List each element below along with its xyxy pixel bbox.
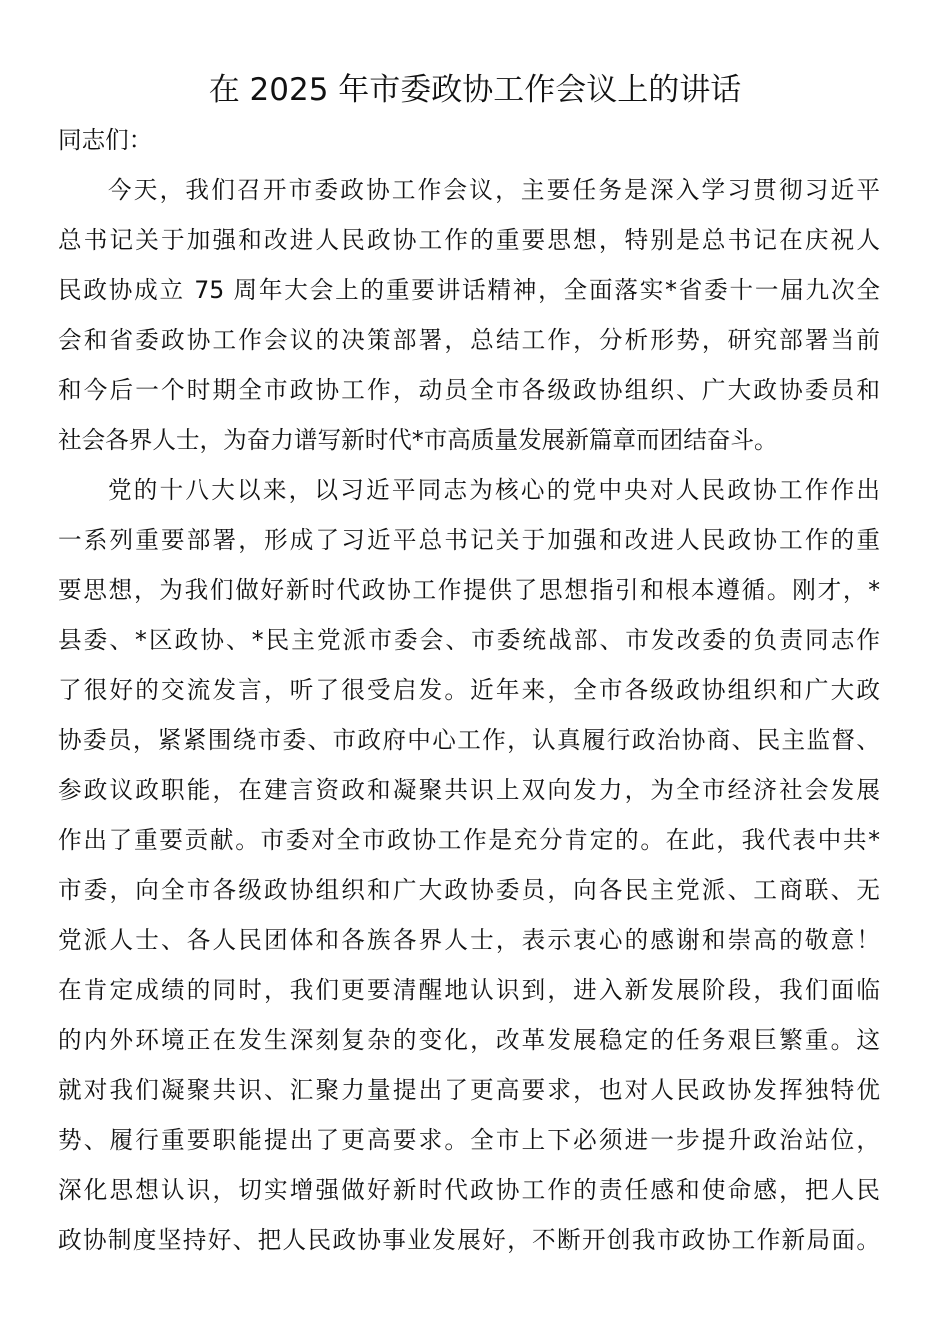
paragraph-line: 一系列重要部署，形成了习近平总书记关于加强和改进人民政协工作的重	[58, 526, 880, 554]
paragraph-line: 今天，我们召开市委政协工作会议，主要任务是深入学习贯彻习近平	[108, 176, 880, 204]
paragraph-line: 势、履行重要职能提出了更高要求。全市上下必须进一步提升政治站位，	[58, 1126, 880, 1154]
paragraph-line: 会和省委政协工作会议的决策部署，总结工作，分析形势，研究部署当前	[58, 326, 880, 354]
paragraph-line: 党派人士、各人民团体和各族各界人士，表示衷心的感谢和崇高的敬意！	[58, 926, 880, 954]
paragraph-line: 和今后一个时期全市政协工作，动员全市各级政协组织、广大政协委员和	[58, 376, 880, 404]
paragraph-line: 总书记关于加强和改进人民政协工作的重要思想，特别是总书记在庆祝人	[58, 226, 880, 254]
document-title: 在 2025 年市委政协工作会议上的讲话	[208, 72, 742, 108]
salutation: 同志们：	[58, 126, 153, 154]
paragraph-line: 党的十八大以来，以习近平同志为核心的党中央对人民政协工作作出	[108, 476, 880, 504]
paragraph-line: 社会各界人士，为奋力谱写新时代*市高质量发展新篇章而团结奋斗。	[58, 426, 778, 454]
paragraph-line: 市委，向全市各级政协组织和广大政协委员，向各民主党派、工商联、无	[58, 876, 880, 904]
paragraph-line: 要思想，为我们做好新时代政协工作提供了思想指引和根本遵循。刚才，*	[58, 576, 880, 604]
paragraph-line: 就对我们凝聚共识、汇聚力量提出了更高要求，也对人民政协发挥独特优	[58, 1076, 880, 1104]
document-body	[58, 115, 880, 1265]
paragraph-line: 在肯定成绩的同时，我们更要清醒地认识到，进入新发展阶段，我们面临	[58, 976, 880, 1004]
paragraph-line: 参政议政职能，在建言资政和凝聚共识上双向发力，为全市经济社会发展	[58, 776, 880, 804]
paragraph-line: 深化思想认识，切实增强做好新时代政协工作的责任感和使命感，把人民	[58, 1176, 880, 1204]
paragraph-line: 政协制度坚持好、把人民政协事业发展好，不断开创我市政协工作新局面。	[58, 1226, 880, 1254]
paragraph-line: 民政协成立 75 周年大会上的重要讲话精神，全面落实*省委十一届九次全	[58, 276, 880, 304]
paragraph-line: 作出了重要贡献。市委对全市政协工作是充分肯定的。在此，我代表中共*	[58, 826, 880, 854]
paragraph-line: 协委员，紧紧围绕市委、市政府中心工作，认真履行政治协商、民主监督、	[58, 726, 880, 754]
paragraph-line: 的内外环境正在发生深刻复杂的变化，改革发展稳定的任务艰巨繁重。这	[58, 1026, 880, 1054]
paragraph-line: 了很好的交流发言，听了很受启发。近年来，全市各级政协组织和广大政	[58, 676, 880, 704]
paragraph-line: 县委、*区政协、*民主党派市委会、市委统战部、市发改委的负责同志作	[58, 626, 880, 654]
